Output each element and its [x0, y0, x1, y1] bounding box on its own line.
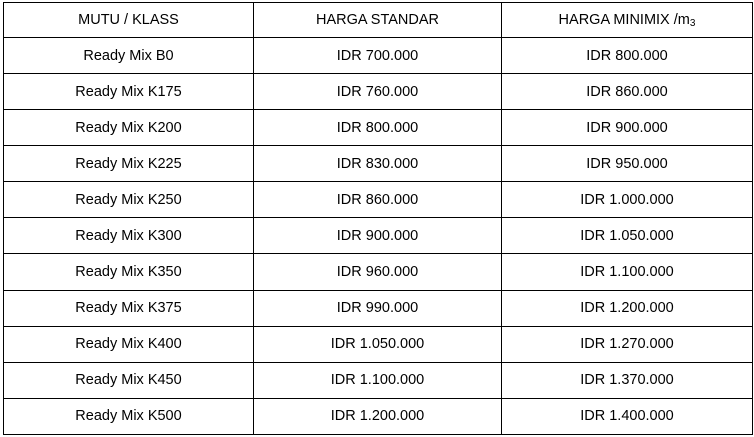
cell-minimix-price: IDR 1.370.000 — [502, 362, 753, 398]
cell-grade: Ready Mix K300 — [4, 218, 254, 254]
cell-standard-price: IDR 700.000 — [254, 38, 502, 74]
cell-grade: Ready Mix K450 — [4, 362, 254, 398]
header-standard-price: HARGA STANDAR — [254, 3, 502, 38]
table-row — [4, 146, 753, 182]
cell-grade: Ready Mix K250 — [4, 182, 254, 218]
cell-standard-price: IDR 860.000 — [254, 182, 502, 218]
cell-minimix-price: IDR 1.400.000 — [502, 398, 753, 434]
table-row — [4, 398, 753, 434]
cell-minimix-price: IDR 900.000 — [502, 110, 753, 146]
table-row — [4, 182, 753, 218]
cell-standard-price: IDR 760.000 — [254, 74, 502, 110]
header-minimix-unit-subscript: 3 — [689, 17, 696, 29]
cell-minimix-price: IDR 950.000 — [502, 146, 753, 182]
cell-minimix-price: IDR 860.000 — [502, 74, 753, 110]
table-row — [4, 254, 753, 290]
cell-minimix-price: IDR 1.100.000 — [502, 254, 753, 290]
price-table — [3, 2, 753, 435]
cell-grade: Ready Mix K175 — [4, 74, 254, 110]
header-minimix-price — [502, 3, 753, 38]
cell-grade: Ready Mix K375 — [4, 290, 254, 326]
cell-minimix-price: IDR 800.000 — [502, 38, 753, 74]
cell-standard-price: IDR 1.200.000 — [254, 398, 502, 434]
cell-minimix-price: IDR 1.270.000 — [502, 326, 753, 362]
table-row — [4, 362, 753, 398]
table-row — [4, 74, 753, 110]
table-header-row — [4, 3, 753, 38]
cell-standard-price: IDR 800.000 — [254, 110, 502, 146]
cell-standard-price: IDR 1.100.000 — [254, 362, 502, 398]
cell-grade: Ready Mix B0 — [4, 38, 254, 74]
cell-grade: Ready Mix K200 — [4, 110, 254, 146]
table-row — [4, 38, 753, 74]
table-row — [4, 290, 753, 326]
cell-standard-price: IDR 900.000 — [254, 218, 502, 254]
cell-grade: Ready Mix K500 — [4, 398, 254, 434]
cell-grade: Ready Mix K400 — [4, 326, 254, 362]
cell-standard-price: IDR 1.050.000 — [254, 326, 502, 362]
cell-standard-price: IDR 990.000 — [254, 290, 502, 326]
cell-standard-price: IDR 960.000 — [254, 254, 502, 290]
cell-minimix-price: IDR 1.200.000 — [502, 290, 753, 326]
cell-grade: Ready Mix K350 — [4, 254, 254, 290]
header-minimix-label: HARGA MINIMIX /m — [558, 11, 690, 28]
table-row — [4, 110, 753, 146]
header-grade: MUTU / KLASS — [4, 3, 254, 38]
cell-grade: Ready Mix K225 — [4, 146, 254, 182]
cell-minimix-price: IDR 1.000.000 — [502, 182, 753, 218]
cell-standard-price: IDR 830.000 — [254, 146, 502, 182]
table-row — [4, 218, 753, 254]
cell-minimix-price: IDR 1.050.000 — [502, 218, 753, 254]
table-row — [4, 326, 753, 362]
